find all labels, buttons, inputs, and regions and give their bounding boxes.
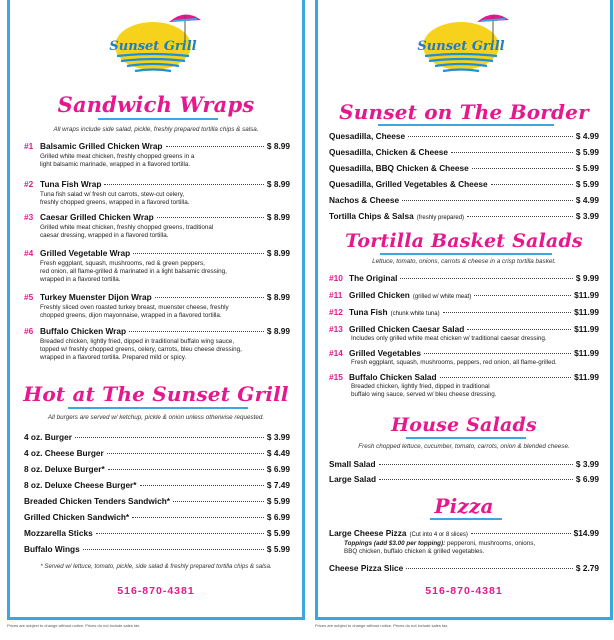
item-price: $ 4.49 <box>266 448 290 458</box>
dot-leader <box>104 184 263 185</box>
dot-leader <box>402 200 573 201</box>
menu-item[interactable] <box>329 147 599 157</box>
title-underline <box>406 437 526 439</box>
dot-leader <box>132 517 264 518</box>
item-number: #1 <box>24 141 34 151</box>
item-price: $ 6.99 <box>266 464 290 474</box>
dot-leader <box>155 297 264 298</box>
menu-item[interactable] <box>329 290 599 300</box>
item-name: Grilled Chicken <box>349 290 410 300</box>
menu-item[interactable] <box>329 563 599 573</box>
dot-leader <box>96 533 264 534</box>
item-name: 4 oz. Burger <box>24 432 72 442</box>
menu-item[interactable] <box>329 179 599 189</box>
menu-item[interactable] <box>24 432 290 442</box>
item-name: Small Salad <box>329 459 376 469</box>
item-price: $ 3.99 <box>575 211 599 221</box>
section-title-tortilla-basket-salads: Tortilla Basket Salads <box>345 230 583 252</box>
menu-item[interactable] <box>24 212 290 222</box>
item-price: $11.99 <box>574 348 599 358</box>
section-title-sunset-on-the-border: Sunset on The Border <box>339 100 589 124</box>
house-subtitle: Fresh chopped lettuce, cucumber, tomato, carrots, onion & blended cheese. <box>358 443 570 450</box>
section-title-pizza: Pizza <box>434 494 494 518</box>
item-number: #2 <box>24 179 34 189</box>
title-underline <box>98 118 218 120</box>
item-price: $ 8.99 <box>266 179 290 189</box>
fine-print-left: Prices are subject to change without notice. Prices do not include sales tax. <box>7 623 141 628</box>
dot-leader <box>471 533 571 534</box>
item-price: $ 8.99 <box>266 292 290 302</box>
item-price: $ 3.99 <box>575 459 599 469</box>
menu-item[interactable] <box>329 307 599 317</box>
title-underline <box>378 124 554 126</box>
item-name: Turkey Muenster Dijon Wrap <box>40 292 152 302</box>
menu-item[interactable] <box>329 273 599 283</box>
item-price: $ 4.99 <box>575 131 599 141</box>
item-name: Tuna Fish <box>349 307 388 317</box>
item-name: The Original <box>349 273 398 283</box>
desc-line: BBQ chicken, buffalo chicken & grilled vegetables. <box>344 548 485 555</box>
hot-footnote: * Served w/ lettuce, tomato, pickle, side salad & freshly prepared tortilla chips & salsa. <box>40 563 272 570</box>
item-price: $11.99 <box>574 324 599 334</box>
title-underline <box>68 407 248 409</box>
item-name: Caesar Grilled Chicken Wrap <box>40 212 154 222</box>
item-name: Breaded Chicken Tenders Sandwich* <box>24 496 171 506</box>
menu-item[interactable] <box>24 248 290 258</box>
item-name: Grilled Chicken Caesar Salad <box>349 324 465 334</box>
menu-item[interactable] <box>24 512 290 522</box>
item-number: #3 <box>24 212 34 222</box>
item-price: $ 2.79 <box>575 563 599 573</box>
section-title-sandwich-wraps: Sandwich Wraps <box>57 92 255 117</box>
item-name: Grilled Chicken Sandwich* <box>24 512 130 522</box>
item-price: $11.99 <box>574 307 599 317</box>
desc-line: wrapped in a flavored tortilla. <box>40 276 121 283</box>
menu-item[interactable] <box>24 141 290 151</box>
item-description <box>40 304 229 320</box>
desc-line: Fresh eggplant, squash, mushrooms, peppers, red onion, all flame-grilled. <box>351 359 557 366</box>
item-price: $11.99 <box>574 372 599 382</box>
item-name: Cheese Pizza Slice <box>329 563 404 573</box>
item-name: Tuna Fish Wrap <box>40 179 102 189</box>
menu-item[interactable] <box>329 474 599 484</box>
item-price: $11.99 <box>574 290 599 300</box>
item-price: $ 5.99 <box>266 496 290 506</box>
item-name: Buffalo Chicken Salad <box>349 372 437 382</box>
item-price: $ 6.99 <box>266 512 290 522</box>
item-name: Buffalo Wings <box>24 544 80 554</box>
dot-leader <box>129 331 264 332</box>
item-description <box>351 335 547 343</box>
dot-leader <box>379 464 573 465</box>
desc-line: wrapped in a flavored tortilla. Prepared mild or spicy. <box>40 354 187 361</box>
item-name: Nachos & Cheese <box>329 195 400 205</box>
dot-leader <box>467 216 573 217</box>
item-description <box>40 191 189 207</box>
dot-leader <box>173 501 264 502</box>
menu-item[interactable] <box>24 544 290 554</box>
item-number: #5 <box>24 292 34 302</box>
phone-number[interactable]: 516-870-4381 <box>117 585 195 597</box>
sunset-grill-logo <box>409 4 519 84</box>
item-number: #14 <box>329 348 343 358</box>
desc-line: Grilled white meat chicken, freshly chopped greens, traditional <box>40 224 214 231</box>
item-number: #6 <box>24 326 34 336</box>
menu-item[interactable] <box>329 324 599 334</box>
item-price: $ 5.99 <box>266 528 290 538</box>
menu-item[interactable] <box>329 372 599 382</box>
desc-line: Breaded chicken, lightly fried, dipped in traditional buffalo wing sauce, <box>40 338 235 345</box>
section-title-house-salads: House Salads <box>391 414 537 436</box>
item-name: Balsamic Grilled Chicken Wrap <box>40 141 163 151</box>
dot-leader <box>379 479 573 480</box>
item-price: $ 8.99 <box>266 212 290 222</box>
item-price: $ 5.99 <box>575 179 599 189</box>
wraps-subtitle: All wraps include side salad, pickle, freshly prepared tortilla chips & salsa. <box>53 126 259 133</box>
toppings-line <box>344 540 535 548</box>
menu-item[interactable] <box>329 211 599 221</box>
menu-item[interactable] <box>329 195 599 205</box>
desc-line: buffalo wing sauce, served w/ bleu cheese dressing. <box>351 391 497 398</box>
menu-item[interactable] <box>24 292 290 302</box>
dot-leader <box>108 469 264 470</box>
item-note: (chunk white tuna) <box>390 311 440 317</box>
menu-item[interactable] <box>24 480 290 490</box>
dot-leader <box>406 568 573 569</box>
item-price: $ 5.99 <box>575 147 599 157</box>
toppings-label: Toppings (add $3.00 per topping): <box>344 540 446 547</box>
tortilla-subtitle: Lettuce, tomato, onions, carrots & cheese in a crisp tortilla basket. <box>372 258 556 265</box>
item-number: #11 <box>329 290 343 300</box>
desc-line: Grilled white meat chicken, freshly chopped greens in a <box>40 153 195 160</box>
item-number: #10 <box>329 273 343 283</box>
item-price: $ 8.99 <box>266 248 290 258</box>
item-name: Large Salad <box>329 474 377 484</box>
item-number: #15 <box>329 372 343 382</box>
desc-line: Breaded chicken, lightly fried, dipped in traditional <box>351 383 490 390</box>
hot-subtitle: All burgers are served w/ ketchup, pickle & onion unless otherwise requested. <box>47 414 265 421</box>
dot-leader <box>440 377 571 378</box>
dot-leader <box>467 329 571 330</box>
dot-leader <box>166 146 264 147</box>
item-name: 4 oz. Cheese Burger <box>24 448 104 458</box>
desc-line: light balsamic marinade, wrapped in a flavored tortilla. <box>40 161 191 168</box>
item-number: #12 <box>329 307 343 317</box>
item-note: (grilled w/ white meat) <box>412 294 472 300</box>
item-number: #4 <box>24 248 34 258</box>
item-name: 8 oz. Deluxe Cheese Burger* <box>24 480 137 490</box>
item-price: $ 4.99 <box>575 195 599 205</box>
menu-item[interactable] <box>24 326 290 336</box>
dot-leader <box>107 453 264 454</box>
svg-text:Sunset Grill: Sunset Grill <box>109 39 197 54</box>
desc-line: caesar dressing, wrapped in a flavored tortilla. <box>40 232 169 239</box>
dot-leader <box>157 217 264 218</box>
item-note: (Cut into 4 or 8 slices) <box>409 532 468 538</box>
logo-graphic <box>101 4 211 84</box>
dot-leader <box>75 437 264 438</box>
item-note: (freshly prepared) <box>416 215 465 221</box>
left-menu-panel <box>7 0 305 620</box>
dot-leader <box>424 353 571 354</box>
sunset-grill-logo <box>101 4 211 84</box>
dot-leader <box>400 278 573 279</box>
item-price: $ 9.99 <box>575 273 599 283</box>
desc-line: Fresh eggplant, squash, mushrooms, red & green peppers, <box>40 260 205 267</box>
menu-item[interactable] <box>24 448 290 458</box>
desc-line: Includes only grilled white meat chicken w/ traditional caesar dressing. <box>351 335 547 342</box>
item-description <box>40 153 194 169</box>
item-name: Large Cheese Pizza <box>329 528 407 538</box>
item-description <box>40 260 227 284</box>
desc-line: pepperoni, mushrooms, onions, <box>446 540 536 547</box>
item-name: Quesadilla, Grilled Vegetables & Cheese <box>329 179 488 189</box>
item-price: $14.99 <box>573 528 599 538</box>
title-underline <box>380 253 552 255</box>
item-name: Quesadilla, Cheese <box>329 131 406 141</box>
item-description <box>351 359 557 367</box>
item-description <box>351 383 497 399</box>
svg-text:Sunset Grill: Sunset Grill <box>417 39 505 54</box>
item-number: #13 <box>329 324 343 334</box>
title-underline <box>430 518 502 520</box>
menu-item[interactable] <box>24 179 290 189</box>
item-price: $ 7.49 <box>266 480 290 490</box>
desc-line: topped w/ freshly chopped greens, celery, carrots, bleu cheese dressing, <box>40 346 242 353</box>
phone-number[interactable]: 516-870-4381 <box>425 585 503 597</box>
dot-leader <box>474 295 571 296</box>
dot-leader <box>408 136 573 137</box>
item-price: $ 8.99 <box>266 141 290 151</box>
dot-leader <box>443 312 571 313</box>
logo-graphic <box>409 4 519 84</box>
menu-item[interactable] <box>329 131 599 141</box>
menu-item[interactable] <box>329 348 599 358</box>
dot-leader <box>140 485 264 486</box>
item-name: Quesadilla, BBQ Chicken & Cheese <box>329 163 469 173</box>
item-price: $ 5.99 <box>266 544 290 554</box>
item-name: 8 oz. Deluxe Burger* <box>24 464 105 474</box>
item-name: Quesadilla, Chicken & Cheese <box>329 147 448 157</box>
item-name: Grilled Vegetables <box>349 348 421 358</box>
section-title-hot-at-sunset-grill: Hot at The Sunset Grill <box>23 382 289 406</box>
menu-item[interactable] <box>329 528 599 538</box>
dot-leader <box>472 168 573 169</box>
desc-line: Tuna fish salad w/ fresh cut carrots, stew-cut celery, <box>40 191 185 198</box>
item-price: $ 8.99 <box>266 326 290 336</box>
item-name: Tortilla Chips & Salsa <box>329 211 414 221</box>
menu-item[interactable] <box>24 496 290 506</box>
fine-print-right: Prices are subject to change without notice. Prices do not include sales tax. <box>315 623 449 628</box>
menu-item[interactable] <box>329 459 599 469</box>
desc-line: chopped greens, dijon mayonnaise, wrapped in a flavored tortilla. <box>40 312 222 319</box>
item-price: $ 3.99 <box>266 432 290 442</box>
item-description <box>40 338 242 362</box>
desc-line: freshly chopped greens, wrapped in a flavored tortilla. <box>40 199 190 206</box>
right-menu-panel <box>315 0 613 620</box>
desc-line: red onion, all flame-grilled & marinated in a light balsamic dressing, <box>40 268 227 275</box>
item-price: $ 6.99 <box>575 474 599 484</box>
menu-item[interactable] <box>24 464 290 474</box>
item-name: Buffalo Chicken Wrap <box>40 326 127 336</box>
item-price: $ 5.99 <box>575 163 599 173</box>
dot-leader <box>133 253 264 254</box>
pizza-toppings <box>344 540 535 556</box>
dot-leader <box>83 549 264 550</box>
dot-leader <box>451 152 573 153</box>
item-description <box>40 224 213 240</box>
dot-leader <box>491 184 573 185</box>
item-name: Mozzarella Sticks <box>24 528 93 538</box>
menu-item[interactable] <box>24 528 290 538</box>
desc-line: Freshly sliced oven roasted turkey breast, muenster cheese, freshly <box>40 304 229 311</box>
item-name: Grilled Vegetable Wrap <box>40 248 131 258</box>
menu-item[interactable] <box>329 163 599 173</box>
